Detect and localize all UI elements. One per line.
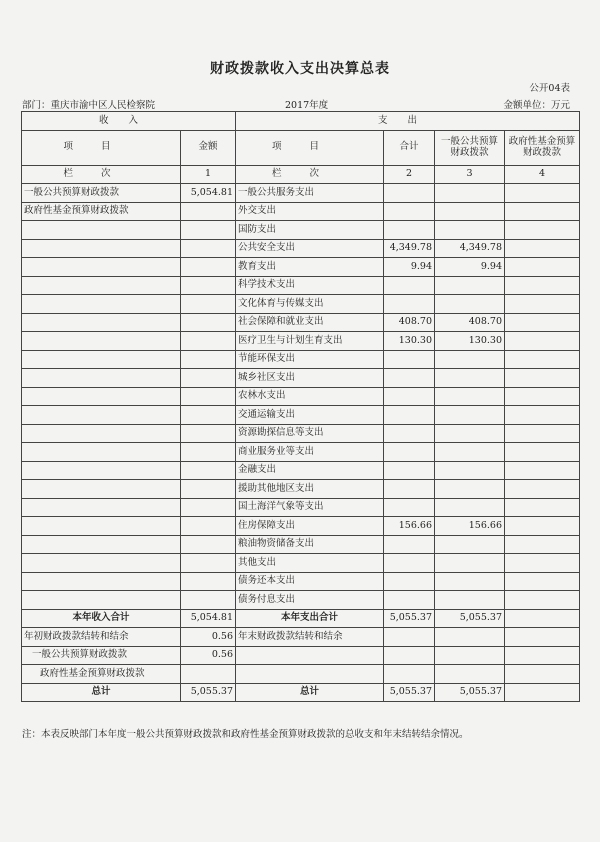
carry-in-fund-value — [181, 665, 236, 684]
exp-fund-cell — [505, 387, 580, 406]
exp-general-cell — [435, 554, 505, 573]
empty-cell — [384, 665, 435, 684]
exp-total-cell — [384, 554, 435, 573]
grand-total-left-label: 总计 — [22, 683, 181, 702]
total-row — [22, 609, 580, 628]
grand-total-right-label: 总计 — [236, 683, 384, 702]
unit-label: 金额单位：万元 — [503, 100, 570, 111]
exp-total-cell — [384, 387, 435, 406]
col4-index: 4 — [505, 165, 580, 184]
exp-item-cell: 国防支出 — [236, 221, 384, 240]
table-row — [22, 184, 580, 203]
exp-fund-cell — [505, 591, 580, 610]
col2-index: 2 — [384, 165, 435, 184]
exp-fund-cell — [505, 572, 580, 591]
exp-total-cell: 408.70 — [384, 313, 435, 332]
exp-total-cell — [384, 480, 435, 499]
income-amount-cell: 5,054.81 — [181, 184, 236, 203]
exp-item-cell: 住房保障支出 — [236, 517, 384, 536]
form-code: 公开04表 — [529, 83, 570, 94]
income-amount-cell — [181, 295, 236, 314]
income-total-label: 本年收入合计 — [22, 609, 181, 628]
carry-in-fund-label: 政府性基金预算财政拨款 — [22, 665, 181, 684]
year-label: 2017年度 — [285, 100, 329, 111]
exp-fund-cell — [505, 184, 580, 203]
income-total-value: 5,054.81 — [181, 609, 236, 628]
col3-index: 3 — [435, 165, 505, 184]
exp-general-cell — [435, 535, 505, 554]
income-item-cell — [22, 258, 181, 277]
col1-index: 1 — [181, 165, 236, 184]
income-amount-cell — [181, 387, 236, 406]
income-amount-cell — [181, 276, 236, 295]
exp-fund-cell — [505, 221, 580, 240]
income-amount-cell — [181, 350, 236, 369]
exp-item-cell: 一般公共服务支出 — [236, 184, 384, 203]
empty-cell — [236, 646, 384, 665]
exp-index-label: 栏次 — [236, 165, 384, 184]
header-row-3 — [22, 165, 580, 184]
exp-general-cell — [435, 295, 505, 314]
exp-general-cell — [435, 591, 505, 610]
grand-total-right-fund — [505, 683, 580, 702]
exp-general-cell — [435, 184, 505, 203]
exp-item-cell: 文化体育与传媒支出 — [236, 295, 384, 314]
income-item-cell — [22, 295, 181, 314]
table-row — [22, 406, 580, 425]
exp-fund-cell — [505, 313, 580, 332]
income-amount-cell — [181, 498, 236, 517]
table-row — [22, 313, 580, 332]
exp-general-cell — [435, 480, 505, 499]
page-title: 财政拨款收入支出决算总表 — [210, 61, 390, 77]
exp-item-cell: 医疗卫生与计划生育支出 — [236, 332, 384, 351]
income-amount-cell — [181, 406, 236, 425]
table-row — [22, 202, 580, 221]
income-amount-cell — [181, 591, 236, 610]
income-item-cell — [22, 387, 181, 406]
table-row — [22, 517, 580, 536]
exp-total-value: 5,055.37 — [384, 609, 435, 628]
income-index-label: 栏次 — [22, 165, 181, 184]
grand-total-left-value: 5,055.37 — [181, 683, 236, 702]
carry-in-label: 年初财政拨款结转和结余 — [22, 628, 181, 647]
exp-total-cell — [384, 591, 435, 610]
exp-total-cell: 9.94 — [384, 258, 435, 277]
income-item-cell — [22, 517, 181, 536]
exp-total-cell — [384, 221, 435, 240]
table-row — [22, 572, 580, 591]
exp-general-cell: 4,349.78 — [435, 239, 505, 258]
table-row — [22, 369, 580, 388]
income-amount-cell — [181, 461, 236, 480]
income-amount-cell — [181, 239, 236, 258]
income-item-cell — [22, 369, 181, 388]
income-item-cell — [22, 498, 181, 517]
exp-fund-cell — [505, 202, 580, 221]
exp-total-label: 本年支出合计 — [236, 609, 384, 628]
income-item-cell — [22, 276, 181, 295]
empty-cell — [435, 646, 505, 665]
income-amount-cell — [181, 202, 236, 221]
exp-general-cell — [435, 406, 505, 425]
income-item-cell — [22, 239, 181, 258]
exp-general-cell — [435, 202, 505, 221]
exp-general-header: 一般公共预算财政拨款 — [435, 130, 505, 165]
exp-total-cell — [384, 424, 435, 443]
exp-total-header: 合计 — [384, 130, 435, 165]
exp-fund-cell — [505, 461, 580, 480]
exp-item-cell: 科学技术支出 — [236, 276, 384, 295]
carry-out-total — [384, 628, 435, 647]
income-item-cell — [22, 313, 181, 332]
exp-item-cell: 金融支出 — [236, 461, 384, 480]
exp-total-cell — [384, 295, 435, 314]
exp-fund-cell — [505, 295, 580, 314]
exp-total-cell — [384, 276, 435, 295]
empty-cell — [236, 665, 384, 684]
income-item-cell — [22, 535, 181, 554]
exp-item-cell: 商业服务业等支出 — [236, 443, 384, 462]
income-amount-cell — [181, 554, 236, 573]
exp-total-cell — [384, 443, 435, 462]
meta-line — [22, 97, 570, 110]
exp-general-cell: 408.70 — [435, 313, 505, 332]
table-row — [22, 276, 580, 295]
exp-general-cell — [435, 443, 505, 462]
exp-total-cell — [384, 350, 435, 369]
table-row — [22, 461, 580, 480]
exp-general-cell — [435, 221, 505, 240]
exp-fund-cell — [505, 480, 580, 499]
exp-total-cell — [384, 202, 435, 221]
exp-total-cell — [384, 498, 435, 517]
table-row — [22, 258, 580, 277]
exp-item-cell: 社会保障和就业支出 — [236, 313, 384, 332]
exp-general-cell — [435, 369, 505, 388]
income-amount-cell — [181, 572, 236, 591]
income-amount-cell — [181, 480, 236, 499]
income-item-cell — [22, 461, 181, 480]
exp-fund-cell — [505, 239, 580, 258]
table-row — [22, 350, 580, 369]
exp-fund-cell — [505, 498, 580, 517]
table-row — [22, 480, 580, 499]
table-row — [22, 295, 580, 314]
income-header: 收入 — [22, 112, 236, 131]
income-amount-cell — [181, 313, 236, 332]
exp-total-cell — [384, 461, 435, 480]
exp-item-cell: 资源勘探信息等支出 — [236, 424, 384, 443]
table-row — [22, 239, 580, 258]
carry-out-label: 年末财政拨款结转和结余 — [236, 628, 384, 647]
carry-in-value: 0.56 — [181, 628, 236, 647]
expenditure-header: 支出 — [236, 112, 580, 131]
income-amount-cell — [181, 258, 236, 277]
footnote: 注：本表反映部门本年度一般公共预算财政拨款和政府性基金预算财政拨款的总收支和年末结转结余情况。 — [22, 729, 469, 740]
exp-total-cell: 4,349.78 — [384, 239, 435, 258]
exp-item-cell: 交通运输支出 — [236, 406, 384, 425]
empty-cell — [505, 665, 580, 684]
exp-fund-cell — [505, 554, 580, 573]
income-amount-cell — [181, 424, 236, 443]
income-item-cell — [22, 332, 181, 351]
exp-fund-cell — [505, 276, 580, 295]
exp-total-cell — [384, 184, 435, 203]
table-row — [22, 535, 580, 554]
exp-fund-cell — [505, 350, 580, 369]
exp-total-cell: 156.66 — [384, 517, 435, 536]
income-amount-cell — [181, 443, 236, 462]
exp-total-general-value: 5,055.37 — [435, 609, 505, 628]
income-item-cell — [22, 406, 181, 425]
exp-fund-cell — [505, 406, 580, 425]
exp-item-cell: 其他支出 — [236, 554, 384, 573]
empty-cell — [505, 646, 580, 665]
exp-item-cell: 援助其他地区支出 — [236, 480, 384, 499]
table-row — [22, 443, 580, 462]
empty-cell — [435, 665, 505, 684]
income-amount-cell — [181, 369, 236, 388]
exp-total-cell — [384, 369, 435, 388]
income-item-cell: 一般公共预算财政拨款 — [22, 184, 181, 203]
exp-fund-header: 政府性基金预算财政拨款 — [505, 130, 580, 165]
exp-general-cell: 130.30 — [435, 332, 505, 351]
exp-item-cell: 债务还本支出 — [236, 572, 384, 591]
exp-fund-cell — [505, 369, 580, 388]
income-amount-cell — [181, 517, 236, 536]
income-amount-header: 金额 — [181, 130, 236, 165]
table-row — [22, 554, 580, 573]
income-item-cell — [22, 480, 181, 499]
exp-total-fund-value — [505, 609, 580, 628]
exp-fund-cell — [505, 535, 580, 554]
exp-item-cell: 债务付息支出 — [236, 591, 384, 610]
income-amount-cell — [181, 221, 236, 240]
exp-total-cell — [384, 535, 435, 554]
exp-general-cell — [435, 276, 505, 295]
income-item-cell — [22, 554, 181, 573]
exp-item-cell: 节能环保支出 — [236, 350, 384, 369]
exp-item-cell: 城乡社区支出 — [236, 369, 384, 388]
table-row — [22, 387, 580, 406]
exp-item-cell: 外交支出 — [236, 202, 384, 221]
carry-in-general-label: 一般公共预算财政拨款 — [22, 646, 181, 665]
exp-general-cell — [435, 572, 505, 591]
grand-total-right-general: 5,055.37 — [435, 683, 505, 702]
exp-fund-cell — [505, 258, 580, 277]
exp-fund-cell — [505, 332, 580, 351]
exp-fund-cell — [505, 443, 580, 462]
carry-fund-row — [22, 665, 580, 684]
exp-item-cell: 公共安全支出 — [236, 239, 384, 258]
carry-in-general-value: 0.56 — [181, 646, 236, 665]
carry-general-row — [22, 646, 580, 665]
exp-item-cell: 教育支出 — [236, 258, 384, 277]
department-label: 部门：重庆市渝中区人民检察院 — [22, 100, 156, 111]
grand-total-right-value: 5,055.37 — [384, 683, 435, 702]
exp-item-cell: 国土海洋气象等支出 — [236, 498, 384, 517]
exp-total-cell: 130.30 — [384, 332, 435, 351]
exp-total-cell — [384, 572, 435, 591]
carry-row — [22, 628, 580, 647]
table-row — [22, 332, 580, 351]
exp-general-cell — [435, 498, 505, 517]
exp-fund-cell — [505, 424, 580, 443]
exp-item-cell: 粮油物资储备支出 — [236, 535, 384, 554]
exp-item-cell: 农林水支出 — [236, 387, 384, 406]
grand-total-row — [22, 683, 580, 702]
table-row — [22, 424, 580, 443]
exp-general-cell — [435, 387, 505, 406]
exp-general-cell — [435, 350, 505, 369]
summary-table — [21, 111, 580, 702]
exp-general-cell: 156.66 — [435, 517, 505, 536]
income-item-cell: 政府性基金预算财政拨款 — [22, 202, 181, 221]
income-item-cell — [22, 572, 181, 591]
table-row — [22, 221, 580, 240]
carry-out-general — [435, 628, 505, 647]
income-amount-cell — [181, 535, 236, 554]
carry-out-fund — [505, 628, 580, 647]
exp-general-cell — [435, 461, 505, 480]
exp-general-cell — [435, 424, 505, 443]
exp-general-cell: 9.94 — [435, 258, 505, 277]
income-item-cell — [22, 443, 181, 462]
header-row-1 — [22, 112, 580, 131]
income-item-cell — [22, 350, 181, 369]
income-amount-cell — [181, 332, 236, 351]
exp-fund-cell — [505, 517, 580, 536]
table-row — [22, 591, 580, 610]
header-row-2 — [22, 130, 580, 165]
empty-cell — [384, 646, 435, 665]
income-item-cell — [22, 221, 181, 240]
income-item-cell — [22, 424, 181, 443]
table-row — [22, 498, 580, 517]
income-item-cell — [22, 591, 181, 610]
exp-total-cell — [384, 406, 435, 425]
exp-item-header: 项目 — [236, 130, 384, 165]
income-item-header: 项目 — [22, 130, 181, 165]
